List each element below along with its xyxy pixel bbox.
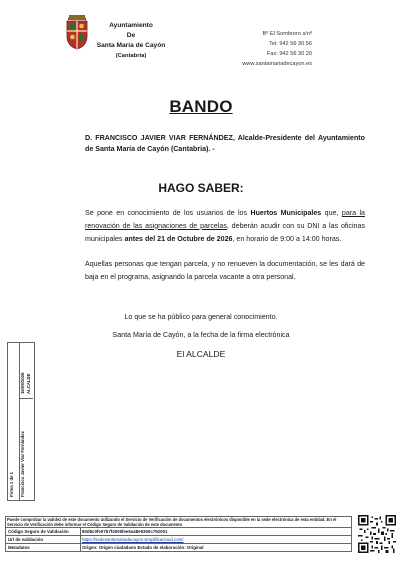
header-contact (242, 29, 312, 69)
row-separator (80, 528, 81, 535)
p1-text-g: , en horario de 9:00 a 14:00 horas. (232, 234, 342, 243)
fax: Fax: 942 56 30 20 (266, 51, 312, 57)
telephone: Tel: 942 56 30 56 (269, 41, 312, 47)
website: www.santamariadecayon.es (242, 61, 312, 67)
csv-value: 80d8c0fe07b7f4005fee5a48e9350c792001 (82, 529, 168, 534)
signatory: El ALCALDE (176, 349, 226, 359)
csv-label: Código Seguro de Validación (8, 529, 69, 534)
address: Bº El Sombrero s/nº (262, 31, 312, 37)
paragraph-1 (85, 207, 365, 245)
p1-text-e: , deberán acudir con su DNI a las oficinas municipales (85, 221, 365, 243)
url-label: Url de validación (8, 537, 44, 542)
csv-row (5, 528, 352, 536)
metadata-label: Metadatos (8, 545, 30, 550)
subtitle: HAGO SABER: (158, 181, 244, 195)
p1-text-c: que, (321, 209, 342, 217)
document-title: BANDO (169, 97, 233, 116)
signer-name: Francisco Javier Viar Fernández (20, 431, 25, 497)
metadata-value: Origen: Origen ciudadano Estado de elaboración: Original (82, 545, 204, 550)
header-organization (76, 21, 186, 61)
paragraph-2: Aquellas personas que tengan parcela, y no renueven la documentación, se les dará de baja en el programa, asignando la parcela vacante a otra personal. (85, 260, 365, 281)
intro-paragraph: D. FRANCISCO JAVIER VIAR FERNÁNDEZ, Alcalde-Presidente del Ayuntamiento de Santa María de Cayón (Cantabria). - (85, 134, 365, 153)
org-region: (Cantabria) (115, 53, 147, 59)
org-name-line2: De (126, 32, 136, 39)
validation-link[interactable]: https://sedesantamariadecayon.simplificacloud.com/ (82, 537, 184, 542)
metadata-row (5, 544, 352, 552)
row-separator (80, 544, 81, 551)
p1-renovacion: para la renovación de las asignaciones de parcelas (85, 209, 365, 230)
org-name-line1: Ayuntamiento (109, 22, 153, 29)
p1-huertos: Huertos Municipales (250, 209, 322, 217)
org-name-line3: Santa María de Cayón (96, 42, 166, 49)
signature-divider (19, 398, 33, 399)
qr-code-image (358, 515, 396, 553)
closing-line: Lo que se ha público para general conocimiento. (124, 313, 278, 321)
verification-note: Puede comprobar la validez de este documento utilizando el Servicio de Verificación de documentos electrónicos disponible en la sede electrónica de esta entidad. En el Servicio de Verificación debe informar el Código Seguro de Validación de este documento (5, 516, 352, 528)
signature-date: 16/09/2026 (20, 372, 25, 394)
signature-count: Firma 1 de 1 (9, 471, 14, 497)
signer-role: ALCALDE (26, 373, 31, 394)
p1-text-a: Se pone en conocimiento de los usuarios de los (85, 209, 251, 217)
row-separator (80, 536, 81, 543)
date-line: Santa María de Cayón, a la fecha de la firma electrónica (112, 331, 290, 339)
url-row (5, 536, 352, 544)
p1-deadline: antes del 21 de Octubre de 2026 (124, 234, 233, 243)
